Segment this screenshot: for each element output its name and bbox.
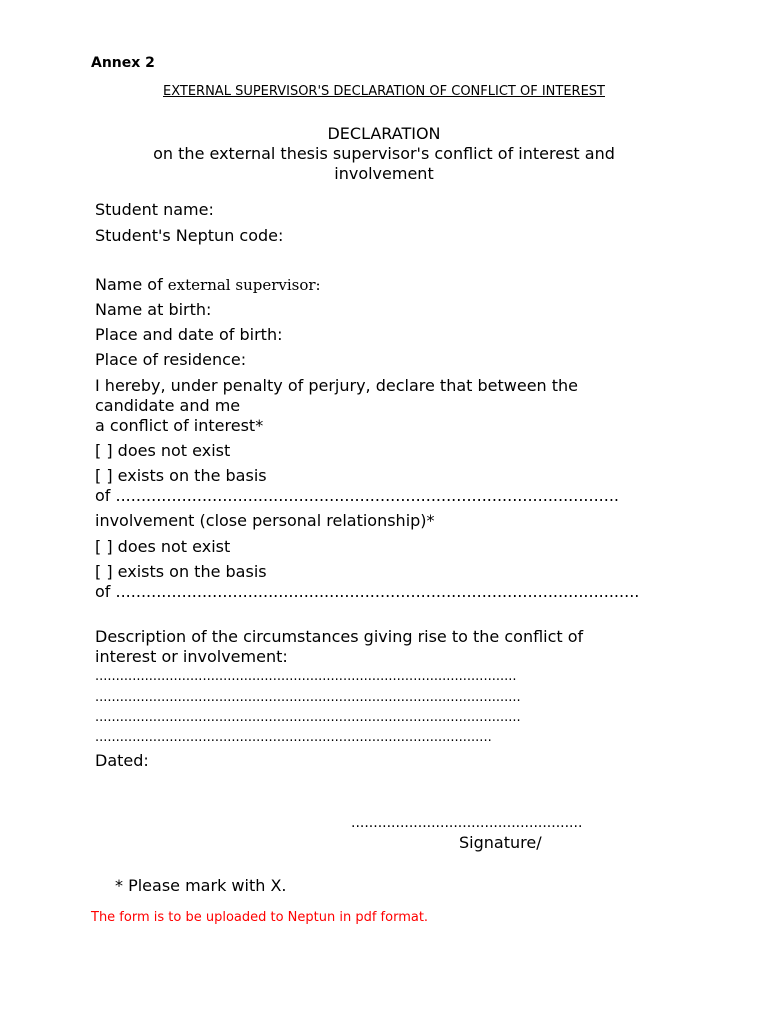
student-name-label: Student name:: [95, 200, 214, 219]
signature-line: ....................................................: [351, 815, 583, 831]
document-heading: EXTERNAL SUPERVISOR'S DECLARATION OF CONFLICT OF INTEREST: [163, 84, 605, 99]
residence-label: Place of residence:: [95, 350, 247, 369]
description-dots-1: ......................................................................................................: [95, 669, 517, 684]
involvement-basis-line: of .......................................................................................................: [95, 582, 640, 601]
statement-line3: a conflict of interest*: [95, 416, 264, 435]
upload-note: The form is to be uploaded to Neptun in pdf format.: [91, 910, 429, 925]
birth-name-label: Name at birth:: [95, 300, 212, 319]
statement-line1: I hereby, under penalty of perjury, declare that between the: [95, 376, 579, 395]
mark-note: * Please mark with X.: [115, 876, 287, 895]
involvement-option-not-exist: [ ] does not exist: [95, 537, 231, 556]
conflict-option-not-exist: [ ] does not exist: [95, 441, 231, 460]
description-dots-4: ................................................................................................: [95, 730, 492, 745]
supervisor-name-label: [95, 275, 321, 294]
description-dots-2: .......................................................................................................: [95, 690, 521, 705]
annex-label: Annex 2: [91, 55, 155, 71]
conflict-basis-line: of ...................................................................................................: [95, 486, 620, 505]
involvement-option-exists: [ ] exists on the basis: [95, 562, 267, 581]
description-dots-3: .......................................................................................................: [95, 710, 521, 725]
signature-label: Signature/: [459, 833, 542, 852]
conflict-option-exists: [ ] exists on the basis: [95, 466, 267, 485]
description-line1: Description of the circumstances giving rise to the conflict of: [95, 627, 584, 646]
declaration-subtitle-line1: on the external thesis supervisor's conflict of interest and: [153, 144, 615, 163]
supervisor-name-prefix: Name of: [95, 275, 168, 294]
dated-label: Dated:: [95, 751, 149, 770]
student-neptun-label: Student's Neptun code:: [95, 226, 284, 245]
declaration-title: DECLARATION: [327, 124, 441, 143]
involvement-label: involvement (close personal relationship)*: [95, 511, 435, 530]
place-date-birth-label: Place and date of birth:: [95, 325, 283, 344]
supervisor-name-suffix: external supervisor:: [167, 276, 321, 294]
description-line2: interest or involvement:: [95, 647, 288, 666]
declaration-subtitle-line2: involvement: [334, 164, 434, 183]
statement-line2: candidate and me: [95, 396, 241, 415]
